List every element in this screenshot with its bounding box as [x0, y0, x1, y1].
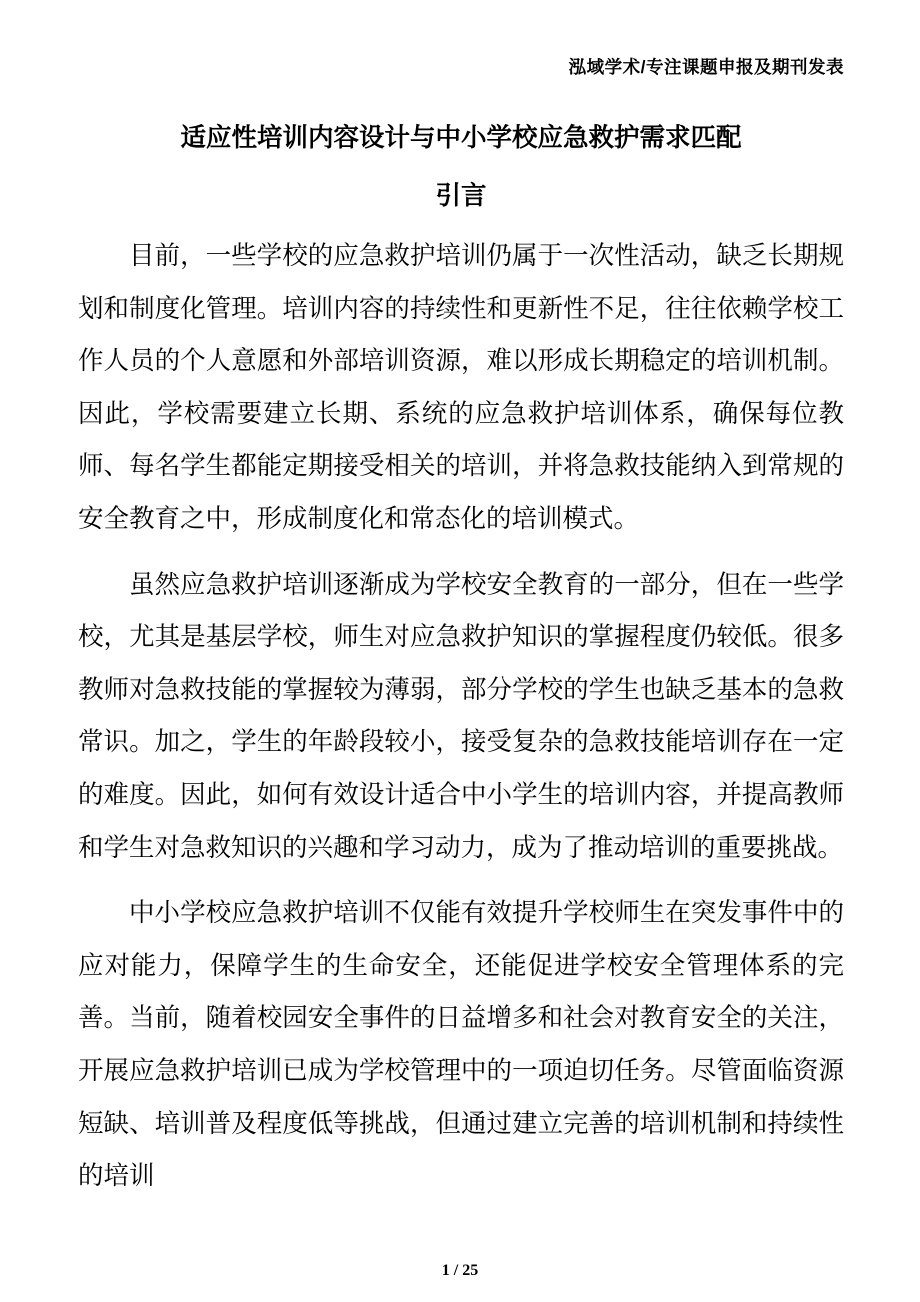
page-header-text: 泓域学术/专注课题申报及期刊发表	[568, 57, 844, 77]
paragraph: 虽然应急救护培训逐渐成为学校安全教育的一部分，但在一些学校，尤其是基层学校，师生对应急救护知识的掌握程度仍较低。很多教师对急救技能的掌握较为薄弱，部分学校的学生也缺乏基本的急救常识。加之，学生的年龄段较小，接受复杂的急救技能培训存在一定的难度。因此，如何有效设计适合中小学生的培训内容，并提高教师和学生对急救知识的兴趣和学习动力，成为了推动培训的重要挑战。	[78, 569, 844, 862]
paragraph: 目前，一些学校的应急救护培训仍属于一次性活动，缺乏长期规划和制度化管理。培训内容的持续性和更新性不足，往往依赖学校工作人员的个人意愿和外部培训资源，难以形成长期稳定的培训机制。因此，学校需要建立长期、系统的应急救护培训体系，确保每位教师、每名学生都能定期接受相关的培训，并将急救技能纳入到常规的安全教育之中，形成制度化和常态化的培训模式。	[78, 241, 844, 533]
section-heading: 引言	[435, 182, 487, 210]
page-number: 1 / 25	[441, 1262, 479, 1279]
document-title: 适应性培训内容设计与中小学校应急救护需求匹配	[180, 124, 742, 152]
document-body	[78, 230, 844, 1216]
paragraph: 中小学校应急救护培训不仅能有效提升学校师生在突发事件中的应对能力，保障学生的生命安全，还能促进学校安全管理体系的完善。当前，随着校园安全事件的日益增多和社会对教育安全的关注，开展应急救护培训已成为学校管理中的一项迫切任务。尽管面临资源短缺、培训普及程度低等挑战，但通过建立完善的培训机制和持续性的培训	[78, 898, 844, 1191]
